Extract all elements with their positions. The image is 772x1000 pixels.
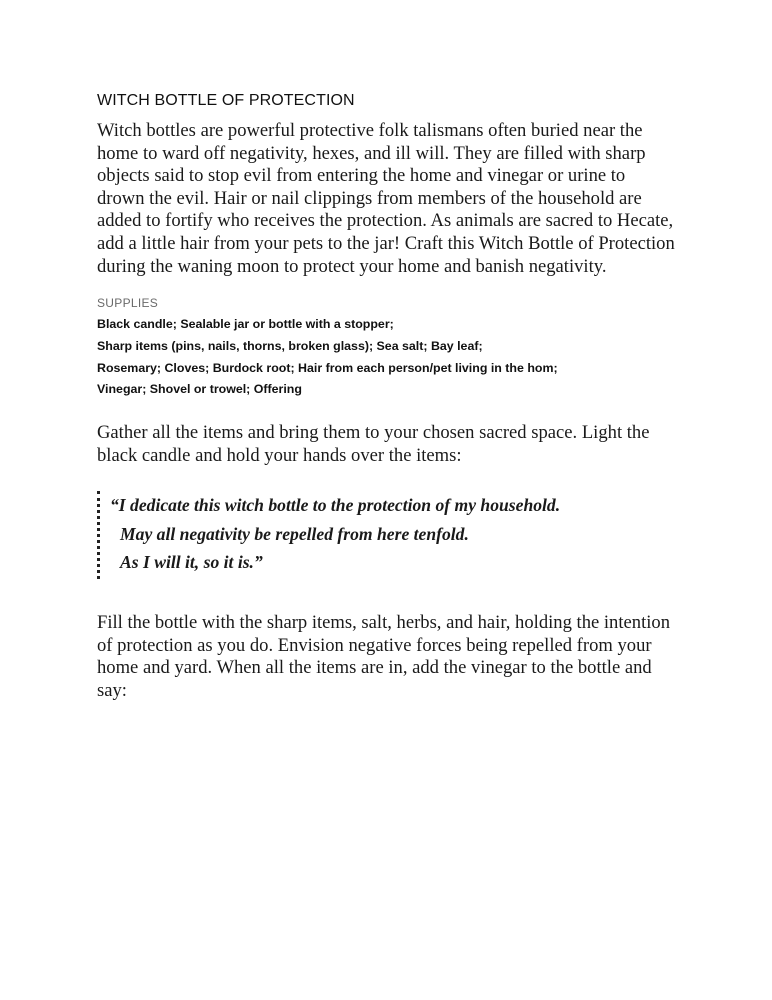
page-content: [97, 92, 677, 703]
gather-paragraph: Gather all the items and bring them to your chosen sacred space. Light the black candle and hold your hands over the items:: [97, 421, 650, 466]
supplies-line: Rosemary; Cloves; Burdock root; Hair from each person/pet living in the hom;: [97, 360, 558, 375]
chant-line: As I will it, so it is.”: [120, 552, 263, 573]
chant-line: May all negativity be repelled from here tenfold.: [120, 523, 469, 544]
supplies-line: Sharp items (pins, nails, thorns, broken glass); Sea salt; Bay leaf;: [97, 338, 483, 353]
intro-paragraph: Witch bottles are powerful protective folk talismans often buried near the home to ward off negativity, hexes, and ill will. They are filled with sharp objects said to stop evil from entering the home and vinegar or urine to drown the evil. Hair or nail clippings from members of the household are added to fortify who receives the protection. As animals are sacred to Hecate, add a little hair from your pets to the jar! Craft this Witch Bottle of Protection during the waning moon to protect your home and banish negativity.: [97, 120, 675, 277]
chant-quote: [97, 491, 677, 583]
dotted-quote-border: [97, 491, 100, 579]
chant-line: “I dedicate this witch bottle to the protection of my household.: [110, 495, 561, 516]
supplies-line: Vinegar; Shovel or trowel; Offering: [97, 382, 302, 397]
supplies-section: [97, 296, 677, 401]
page-title: WITCH BOTTLE OF PROTECTION: [97, 92, 355, 109]
fill-paragraph: Fill the bottle with the sharp items, salt, herbs, and hair, holding the intention of protection as you do. Envision negative forces being repelled from your home and yard. When all the items are in, add the vinegar to the bottle and say:: [97, 612, 670, 701]
supplies-line: Black candle; Sealable jar or bottle with a stopper;: [97, 317, 394, 332]
supplies-heading: SUPPLIES: [97, 296, 159, 311]
